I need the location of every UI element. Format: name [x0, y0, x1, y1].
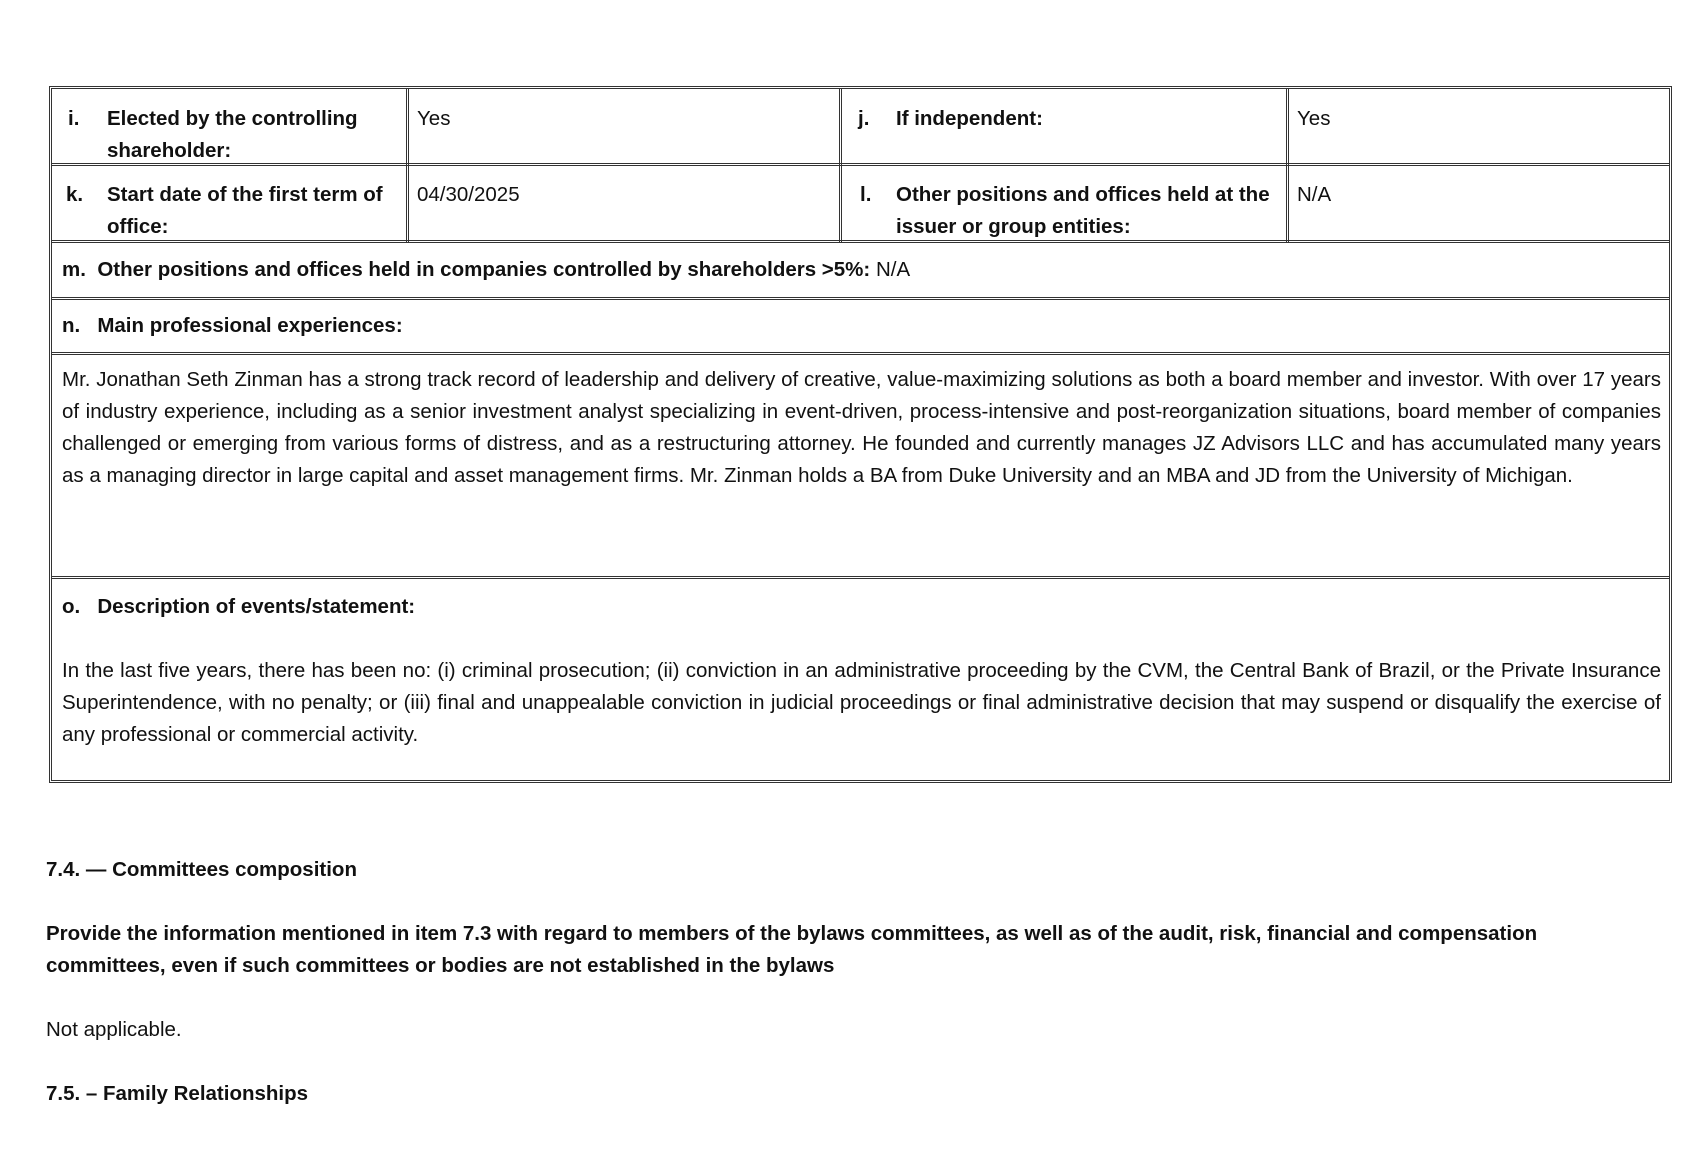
- director-info-table: [49, 86, 1672, 783]
- row-divider: [52, 576, 1669, 579]
- section-7-4-heading: 7.4. — Committees composition: [46, 858, 357, 881]
- item-m-row: [62, 254, 910, 286]
- item-n-marker: n.: [62, 314, 81, 337]
- item-o-header: [62, 591, 415, 623]
- item-l-marker: l.: [860, 183, 872, 206]
- item-o-marker: o.: [62, 595, 81, 618]
- item-m-marker: m.: [62, 258, 86, 281]
- row-divider: [52, 297, 1669, 300]
- item-m-label: Other positions and offices held in companies controlled by shareholders >5%:: [97, 258, 871, 281]
- item-o-label: Description of events/statement:: [97, 595, 416, 618]
- column-divider: [406, 89, 409, 243]
- item-i-value: Yes: [417, 107, 451, 130]
- item-n-header: [62, 310, 403, 342]
- item-l-value: N/A: [1297, 183, 1332, 206]
- section-7-5-heading: 7.5. – Family Relationships: [46, 1082, 309, 1105]
- item-k-marker: k.: [66, 183, 84, 206]
- item-j-value: Yes: [1297, 107, 1331, 130]
- item-l-label: Other positions and offices held at the issuer or group entities:: [896, 183, 1270, 238]
- item-i-label: Elected by the controlling shareholder:: [107, 107, 358, 162]
- item-j-label: If independent:: [896, 107, 1043, 130]
- professional-experience-text: Mr. Jonathan Seth Zinman has a strong track record of leadership and delivery of creative, value-maximizing solutions as both a board member and investor. With over 17 years of industry experience, including as a senior investment analyst specializing in event-driven, process-intensive and post-reorganization situations, board member of companies challenged or emerging from various forms of distress, and as a restructuring attorney. He founded and currently manages JZ Advisors LLC and has accumulated many years as a managing director in large capital and asset management firms. Mr. Zinman holds a BA from Duke University and an MBA and JD from the University of Michigan.: [62, 368, 1661, 487]
- section-7-4-instruction: Provide the information mentioned in item 7.3 with regard to members of the bylaws committees, as well as of the audit, risk, financial and compensation committees, even if such committees or bodies are not established in the bylaws: [46, 922, 1538, 977]
- item-i-marker: i.: [68, 107, 80, 130]
- column-divider: [839, 89, 842, 243]
- row-divider: [52, 352, 1669, 355]
- item-m-value: N/A: [875, 258, 911, 281]
- column-divider: [1286, 89, 1289, 243]
- item-j-marker: j.: [858, 107, 870, 130]
- item-n-label: Main professional experiences:: [97, 314, 403, 337]
- section-7-4-answer: Not applicable.: [46, 1018, 182, 1041]
- item-k-value: 04/30/2025: [417, 183, 520, 206]
- item-k-label: Start date of the first term of office:: [107, 183, 383, 238]
- events-statement-text: In the last five years, there has been no: (i) criminal prosecution; (ii) conviction in an administrative proceeding by the CVM, the Central Bank of Brazil, or the Private Insurance Superintendence, with no penalty; or (iii) final and unappealable conviction in judicial proceedings or final administrative decision that may suspend or disqualify the exercise of any professional or commercial activity.: [62, 659, 1661, 746]
